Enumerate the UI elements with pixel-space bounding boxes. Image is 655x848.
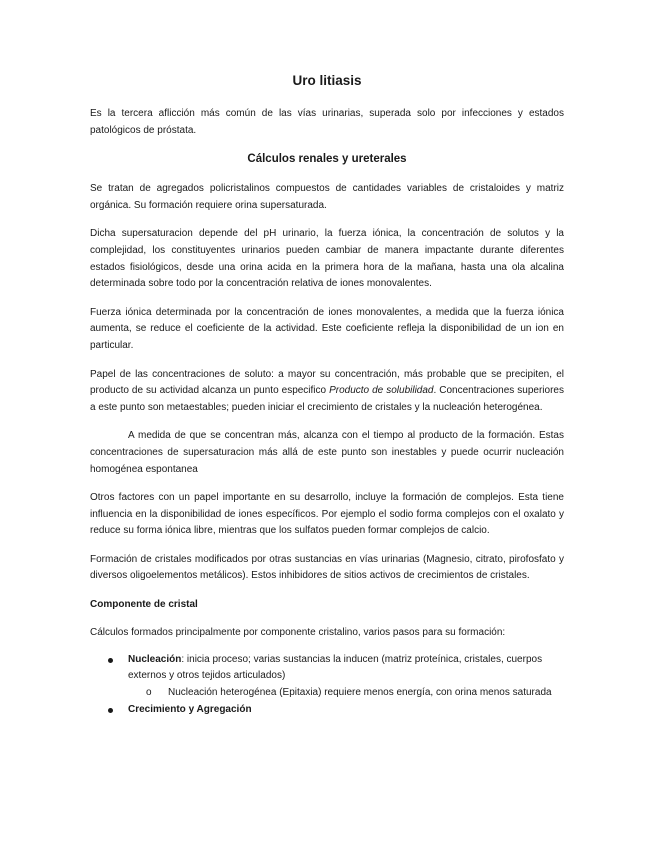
sub-item-text: Nucleación heterogénea (Epitaxia) requiere menos energía, con orina menos saturada [168, 686, 552, 698]
circle-bullet-icon: o [146, 686, 152, 698]
paragraph-1: Se tratan de agregados policristalinos compuestos de cantidades variables de cristaloides y matriz orgánica. Su formación requiere orina supersaturada. [90, 183, 564, 211]
bullet-icon [108, 708, 113, 713]
list-item [90, 702, 564, 719]
bullet-label: Crecimiento y Agregación [128, 704, 252, 716]
section-intro: Cálculos formados principalmente por componente cristalino, varios pasos para su formación: [90, 627, 506, 639]
document-body [90, 72, 564, 720]
paragraph-2: Dicha supersaturacion depende del pH urinario, la fuerza iónica, la concentración de solutos y la complejidad, los constituyentes urinarios pueden cambiar de manera impactante durante diferentes estados fisiológicos, desde una orina acida en la primera hora de la mañana, hasta una ola alcalina determinada sobre todo por la concentración relativa de iones monovalentes. [90, 228, 564, 290]
solubility-product-term: Producto de solubilidad [329, 385, 434, 397]
sub-list-item [128, 685, 564, 702]
bullet-text: : inicia proceso; varias sustancias la inducen (matriz proteínica, cristales, cuerpos externos y otros tejidos articulados) [128, 653, 543, 682]
section-heading: Componente de cristal [90, 599, 198, 611]
intro-paragraph: Es la tercera aflicción más común de las vías urinarias, superada solo por infecciones y estados patológicos de próstata. [90, 108, 564, 136]
paragraph-7: Formación de cristales modificados por otras sustancias en vías urinarias (Magnesio, citrato, pirofosfato y diversos oligoelementos metálicos). Estos inhibidores de sitios activos de crecimientos de cristales. [90, 553, 564, 582]
document-title: Uro litiasis [292, 73, 362, 88]
paragraph-6: Otros factores con un papel importante en su desarrollo, incluye la formación de complejos. Esta tiene influencia en la disponibilidad de iones específicos. Por ejemplo el sodio forma complejos con el oxalato y reduce su forma iónica libre, mientras que los sulfatos pueden formar complejos de calcio. [90, 492, 564, 537]
paragraph-3: Fuerza iónica determinada por la concentración de iones monovalentes, a medida que la fuerza iónica aumenta, se reduce el coeficiente de la actividad. Este coeficiente refleja la disponibilidad de un ion en particular. [90, 306, 564, 351]
paragraph-4-end: . Concentraciones superiores a este punto son metaestables; pueden iniciar el crecimiento de cristales y la nucleación heterogénea. [90, 385, 564, 413]
list-item [90, 652, 564, 702]
paragraph-5: A medida de que se concentran más, alcanza con el tiempo al producto de la formación. Estas concentraciones de supersaturacion más allá de este punto son inestables y puede ocurrir nucleación homogénea espontanea [90, 430, 564, 475]
paragraph-4 [90, 367, 564, 417]
section-subtitle: Cálculos renales y ureterales [247, 153, 407, 166]
bullet-label: Nucleación [128, 653, 182, 665]
sub-list [128, 685, 564, 702]
paragraph-4-start: Papel de las concentraciones de soluto: a mayor su concentración, más probable que se precipiten, el producto de su actividad alcanza un punto especifico [90, 368, 564, 397]
formation-steps-list [90, 652, 564, 719]
bullet-icon [108, 658, 113, 663]
